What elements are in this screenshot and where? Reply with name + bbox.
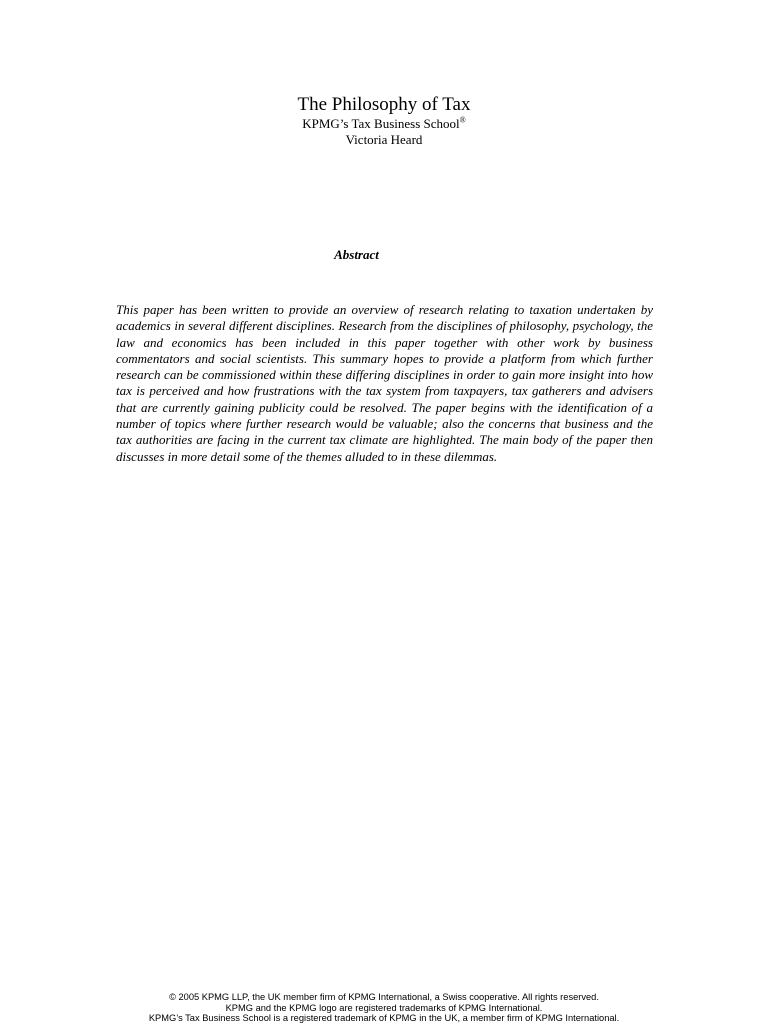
title-block: [0, 94, 768, 148]
abstract-heading: Abstract: [334, 247, 379, 262]
document-title: The Philosophy of Tax: [297, 94, 471, 115]
subtitle-text: KPMG’s Tax Business School: [302, 116, 460, 131]
registered-mark: ®: [459, 115, 466, 125]
document-author: Victoria Heard: [345, 132, 423, 147]
footer-line-registered: KPMG’s Tax Business School is a registered trademark of KPMG in the UK, a member firm of KPMG International.: [148, 1013, 620, 1023]
document-subtitle: [0, 116, 768, 132]
footer-line-trademark: KPMG and the KPMG logo are registered trademarks of KPMG International.: [225, 1002, 543, 1013]
copyright-footer: [0, 992, 768, 1024]
footer-line-copyright: © 2005 KPMG LLP, the UK member firm of KPMG International, a Swiss cooperative. All rights reserved.: [169, 992, 599, 1002]
abstract-body: This paper has been written to provide an overview of research relating to taxation undertaken by academics in several different disciplines. Research from the disciplines of philosophy, psychology, the law and economics has been included in this paper together with other work by business commentators and social scientists. This summary hopes to provide a platform from which further research can be commissioned within these differing disciplines in order to gain more insight into how tax is perceived and how frustrations with the tax system from taxpayers, tax gatherers and advisers that are currently gaining publicity could be resolved. The paper begins with the identification of a number of topics where further research would be valuable; also the concerns that business and the tax authorities are facing in the current tax climate are highlighted. The main body of the paper then discusses in more detail some of the themes alluded to in these dilemmas.: [116, 302, 653, 464]
